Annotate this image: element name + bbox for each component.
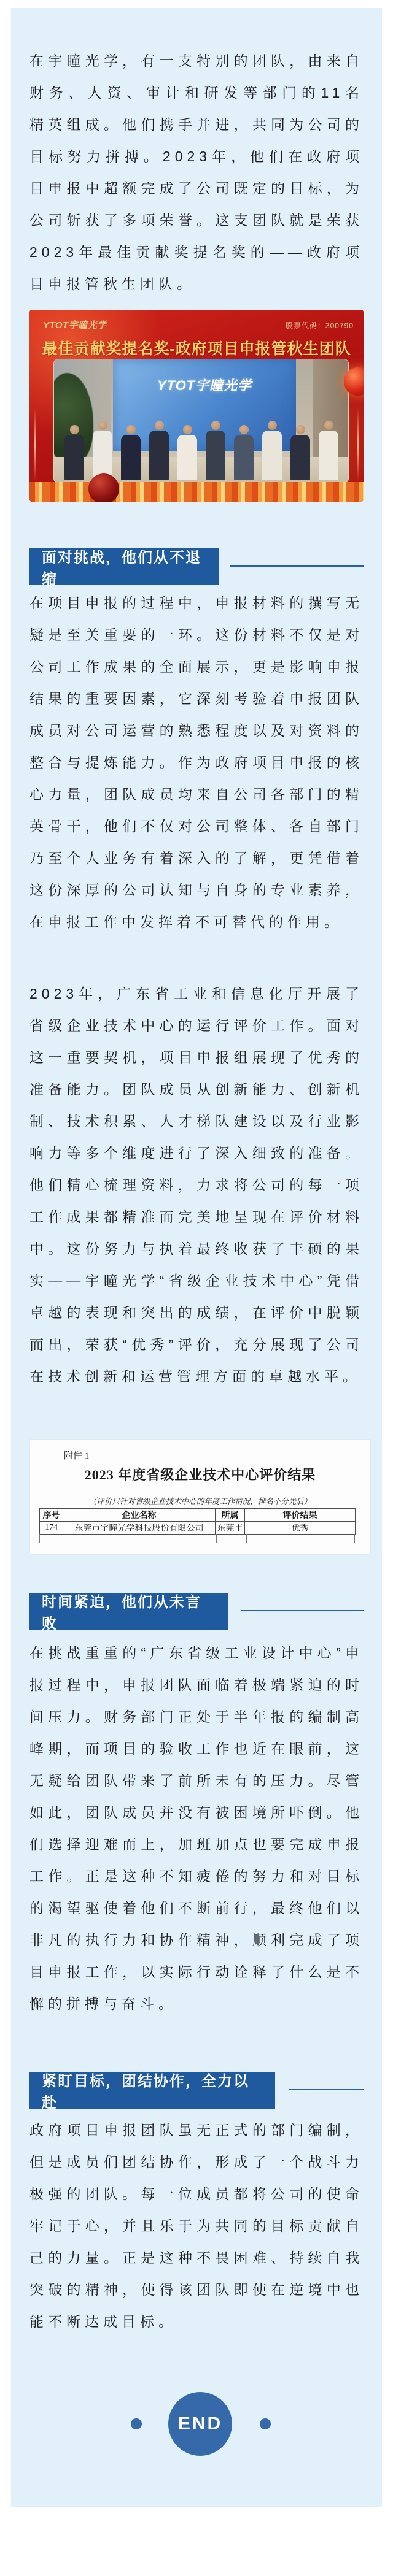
col-header-index: 序号 xyxy=(40,1509,63,1522)
stock-code: 股票代码：300790 xyxy=(285,321,354,330)
person-silhouette xyxy=(119,425,142,480)
award-banner-title: 最佳贡献奖提名奖-政府项目申报管秋生团队 xyxy=(42,340,351,358)
section-heading-2-label: 时间紧迫，他们从未言败 xyxy=(42,1594,201,1632)
red-sphere-decoration xyxy=(88,473,119,502)
person-silhouette xyxy=(260,421,284,480)
table-header-row xyxy=(40,1509,356,1522)
paragraph-deadline: 在挑战重重的“广东省级工业设计中心”申报过程中，申报团队面临着极端紧迫的时间压力。财务部门正处于半年报的编制高峰期，而项目的验收工作也近在眼前，这无疑给团队带来了前所未有的压力。尽管如此，团队成员并没有被困境所吓倒。他们选择迎难而上，加班加点也要完成申报工作。正是这种不知疲倦的努力和对目标的渴望驱使着他们不断前行，最终他们以非凡的执行力和协作精神，顺利完成了项目申报工作，以实际行动诠释了什么是不懈的拼搏与奋斗。 xyxy=(29,1645,364,2012)
cell-result: 优秀 xyxy=(245,1522,356,1535)
cell-company: 东莞市宇瞳光学科技股份有限公司 xyxy=(63,1522,216,1535)
end-badge: END xyxy=(168,2392,232,2456)
photo-screen-logo: YTOT宇瞳光学 xyxy=(157,378,252,393)
section-heading-1-label: 面对挑战，他们从不退缩 xyxy=(42,550,201,588)
attachment-subtitle: （评价只针对省级企业技术中心的年度工作情况，排名不分先后） xyxy=(88,1497,312,1506)
paragraph-intro: 在宇瞳光学，有一支特别的团队，由来自财务、人资、审计和研发等部门的11名精英组成。他们携手并进，共同为公司的目标努力拼搏。2023年，他们在政府项目申报中超额完成了公司既定的目标，为公司斩获了多项荣誉。这支团队就是荣获2023年最佳贡献奖提名奖的——政府项目申报管秋生团队。 xyxy=(29,53,364,292)
end-dot-left xyxy=(131,2418,142,2429)
person-silhouette xyxy=(176,425,199,480)
evaluation-result-table xyxy=(39,1508,356,1535)
person-silhouette xyxy=(147,421,171,480)
person-silhouette xyxy=(317,421,340,480)
article-card xyxy=(11,8,382,2507)
person-silhouette xyxy=(63,425,86,480)
award-banner xyxy=(29,310,364,502)
table-row xyxy=(40,1522,356,1535)
col-header-city: 所属 xyxy=(216,1509,245,1522)
end-dot-right xyxy=(260,2418,271,2429)
paragraph-teamwork: 政府项目申报团队虽无正式的部门编制，但是成员们团结协作，形成了一个战斗力极强的团队。每一位成员都将公司的使命牢记于心，并且乐于为共同的目标贡献自己的力量。正是这种不畏困难、持续自我突破的精神，使得该团队即使在逆境中也能不断达成目标。 xyxy=(29,2122,364,2329)
paragraph-evaluation: 2023年，广东省工业和信息化厅开展了省级企业技术中心的运行评价工作。面对这一重要契机，项目申报组展现了优秀的准备能力。团队成员从创新能力、创新机制、技术积累、人才梯队建设以及行业影响力等多个维度进行了深入细致的准备。他们精心梳理资料，力求将公司的每一项工作成果都精准而完美地呈现在评价材料中。这份努力与执着最终收获了丰硕的果实——宇瞳光学“省级企业技术中心”凭借卓越的表现和突出的成绩，在评价中脱颖而出，荣获“优秀”评价，充分展现了公司在技术创新和运营管理方面的卓越水平。 xyxy=(29,986,364,1384)
person-silhouette xyxy=(91,421,114,480)
paragraph-challenge: 在项目申报的过程中，申报材料的撰写无疑是至关重要的一环。这份材料不仅是对公司工作成果的全面展示，更是影响申报结果的重要因素，它深刻考验着申报团队成员对公司运营的熟悉程度以及对资料的整合与提炼能力。作为政府项目申报的核心力量，团队成员均来自公司各部门的精英骨干，他们不仅对公司整体、各自部门乃至个人业务有着深入的了解，更凭借着这份深厚的公司认知与自身的专业素养，在申报工作中发挥着不可替代的作用。 xyxy=(29,595,364,930)
light-streak-right xyxy=(357,408,359,481)
cell-city: 东莞市 xyxy=(216,1522,245,1535)
person-silhouette xyxy=(204,421,227,480)
table-cropped-next-row xyxy=(39,1534,355,1543)
section-heading-2 xyxy=(29,1593,228,1630)
attachment-label: 附件 1 xyxy=(64,1451,90,1461)
section-heading-2-rule xyxy=(241,1610,364,1611)
attachment-document xyxy=(30,1440,370,1554)
attachment-title: 2023 年度省级企业技术中心评价结果 xyxy=(84,1467,316,1482)
section-heading-3-rule xyxy=(289,2089,364,2090)
ytot-logo: YTOT宇瞳光学 xyxy=(43,320,107,331)
cell-index: 174 xyxy=(40,1522,63,1535)
team-photo xyxy=(53,359,349,483)
section-heading-1-rule xyxy=(230,565,364,567)
person-silhouette xyxy=(289,425,312,480)
banner-sunburst-floor xyxy=(29,482,364,502)
section-heading-3 xyxy=(29,2072,275,2109)
col-header-company: 企业名称 xyxy=(63,1509,216,1522)
team-members-silhouettes xyxy=(54,407,348,480)
col-header-result: 评价结果 xyxy=(245,1509,356,1522)
section-heading-3-label: 紧盯目标，团结协作，全力以赴 xyxy=(42,2073,249,2111)
section-heading-1 xyxy=(29,548,219,588)
light-streak-left xyxy=(34,408,36,481)
person-silhouette xyxy=(232,425,255,480)
